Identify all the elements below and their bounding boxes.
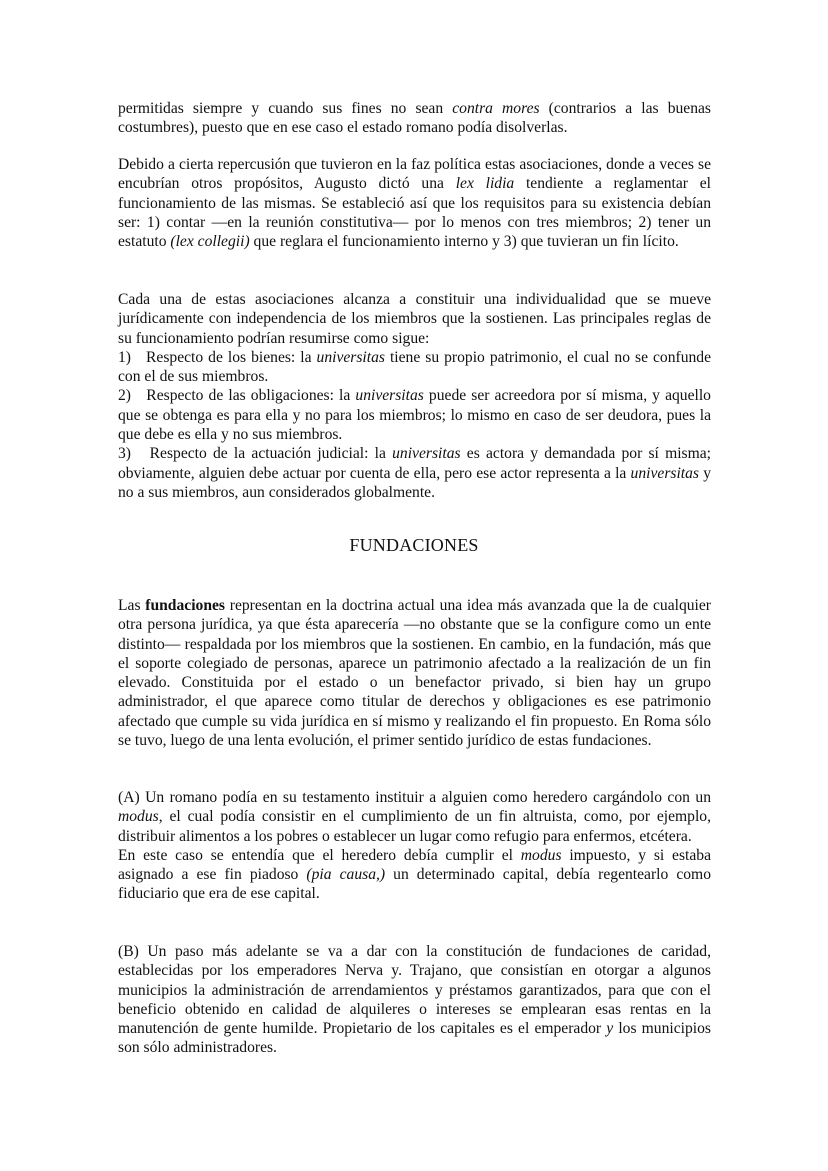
section-heading: FUNDACIONES (349, 535, 479, 555)
paragraph-lex-lidia (118, 155, 711, 251)
text: impuesto, y si estaba asignado a ese fin piadoso (118, 846, 711, 884)
paragraph-a-modus (118, 788, 711, 904)
text: Respecto de las obligaciones: la (146, 387, 356, 405)
text: , el cual podía consistir en el cumplimiento de un fin altruista, como, por ejemplo, distribuir alimentos a los pobres o establecer un lugar como refugio para enfermos, etcétera. (118, 808, 711, 845)
rule-item-1 (118, 348, 711, 387)
italic-term: universitas (355, 387, 424, 405)
text: tendiente a reglamentar el funcionamiento de las mismas. Se estableció así que los requisitos para su existencia debían ser: 1) contar —en la reunión constitutiva— por lo menos con tres miembros; 2) tener un estatuto (118, 175, 711, 251)
text: (contrarios a las buenas costumbres), puesto que en ese caso el estado romano podía disolverlas. (118, 100, 712, 137)
text: es actora y demandada por sí misma; obviamente, alguien debe actuar por cuenta de ella, pero ese actor representa a la (118, 445, 712, 482)
paragraph-universitas-rules (118, 290, 711, 502)
italic-term: lex lidia (455, 175, 515, 193)
text: los municipios son sólo administradores. (118, 1020, 711, 1057)
paragraph-a-second (118, 846, 711, 904)
text: Respecto de los bienes: la (146, 348, 317, 366)
text: que reglara el funcionamiento interno y 3) que tuvieran un fin lícito. (249, 233, 679, 251)
paragraph-contra-mores (118, 99, 711, 138)
item-number: 1) (118, 348, 131, 366)
text: En este caso se entendía que el heredero debía cumplir el (118, 846, 521, 864)
text: un determinado capital, debía regentearlo como fiduciario que era de ese capital. (118, 866, 711, 903)
item-number: 3) (118, 445, 131, 463)
text: (B) Un paso más adelante se va a dar con la constitución de fundaciones de caridad, establecidas por los emperadores Nerva y. Trajano, que consistían en otorgar a algunos municipios la administración de arrendamientos y préstamos garantizados, para que con el beneficio obtenido en calidad de alquileres o intereses se emplearan esas rentas en la manutención de gente humilde. Propietario de los capitales es el emperador (118, 943, 711, 1038)
rules-intro: Cada una de estas asociaciones alcanza a constituir una individualidad que se mueve jurídicamente con independencia de los miembros que la sostienen. Las principales reglas de su funcionamiento podrían resumirse como sigue: (118, 291, 711, 347)
italic-term: modus (118, 808, 159, 826)
italic-term: contra mores (452, 100, 540, 117)
rule-item-3 (118, 444, 711, 502)
text: permitidas siempre y cuando sus fines no sean (118, 100, 453, 117)
paragraph-b-caridad (118, 942, 711, 1058)
text: tiene su propio patrimonio, el cual no se confunde con el de sus miembros. (118, 348, 712, 386)
italic-term: (pia causa,) (306, 866, 386, 884)
text: Respecto de la actuación judicial: la (149, 445, 393, 463)
rule-item-2 (118, 386, 711, 444)
text: Debido a cierta repercusión que tuvieron en la faz política estas asociaciones, donde a veces se encubrían otros propósitos, Augusto dictó una (118, 156, 711, 193)
italic-term: universitas (630, 464, 699, 482)
item-number: 2) (118, 387, 131, 405)
text: representan en la doctrina actual una idea más avanzada que la de cualquier otra persona jurídica, ya que ésta aparecería —no obstante que se la configure como un ente distinto— respaldada por los miembros que la sostienen. En cambio, en la fundación, más que el soporte colegiado de personas, aparece un patrimonio afectado a la realización de un fin elevado. Constituida por el estado o un benefactor privado, si bien hay un grupo administrador, el que aparece como titular de derechos y obligaciones es ese patrimonio afectado que cumple su vida jurídica en sí mismo y realizando el fin propuesto. En Roma sólo se tuvo, luego de una lenta evolución, el primer sentido jurídico de estas fundaciones. (118, 597, 711, 750)
paragraph-a-first (118, 788, 711, 846)
paragraph-fundaciones (118, 596, 711, 750)
italic-term: universitas (392, 445, 461, 463)
italic-term: y (606, 1020, 614, 1038)
text: puede ser acreedora por sí misma, y aquello que se obtenga es para ella y no para los miembros; lo mismo en caso de ser deudora, pues la que debe es ella y no sus miembros. (118, 387, 711, 444)
bold-term: fundaciones (145, 597, 225, 614)
text: Las (118, 597, 146, 614)
italic-term: universitas (316, 348, 385, 366)
italic-term: (lex collegii) (170, 233, 250, 251)
text: (A) Un romano podía en su testamento instituir a alguien como heredero cargándolo con un (118, 789, 711, 806)
italic-term: modus (520, 846, 562, 864)
text: y no a sus miembros, aun considerados globalmente. (118, 464, 711, 501)
